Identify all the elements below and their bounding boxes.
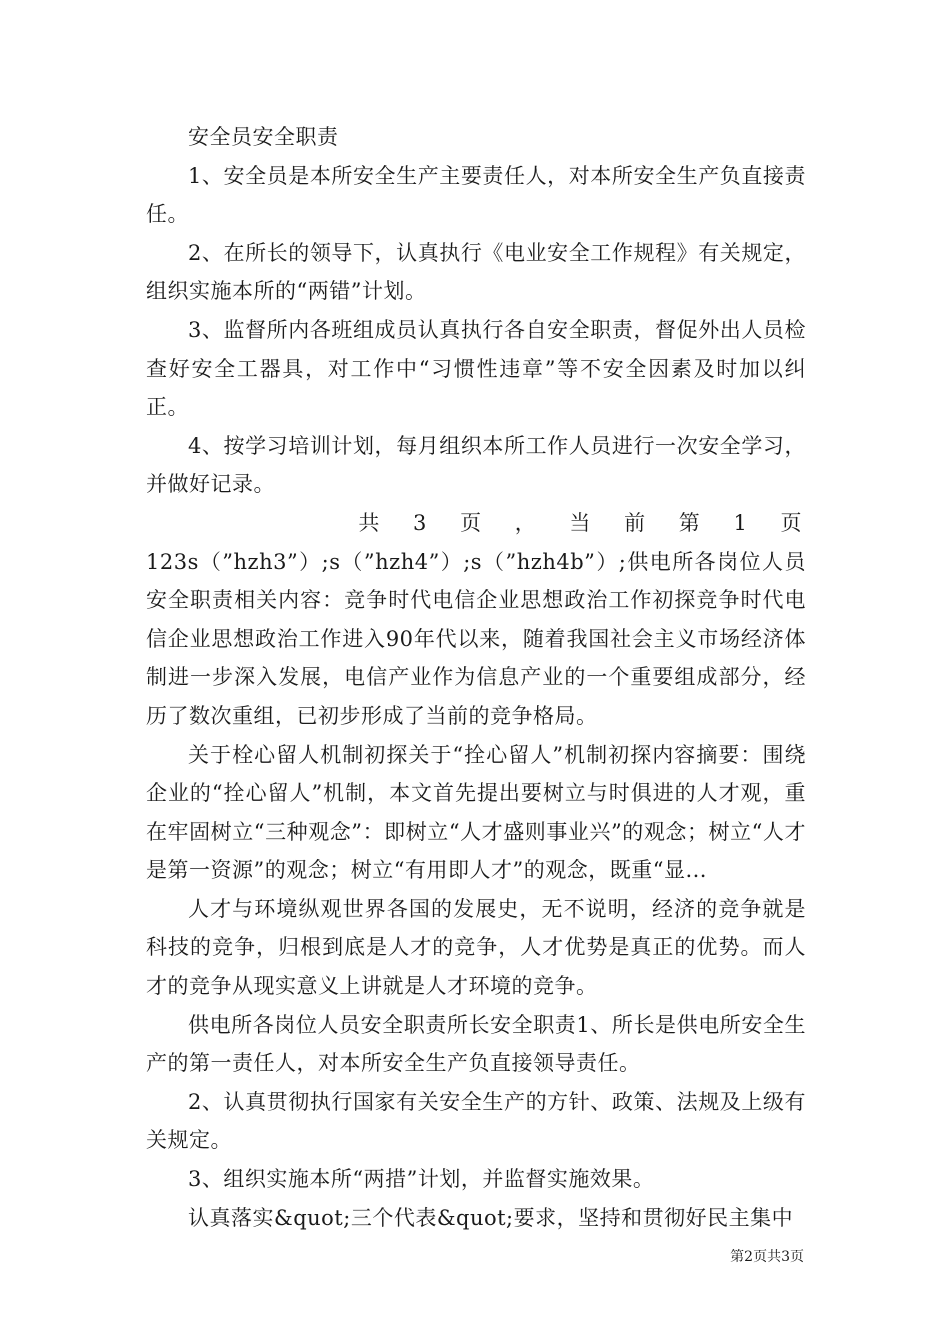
paragraph: 3、组织实施本所“两措”计划，并监督实施效果。 (188, 1167, 655, 1192)
page-footer: 第2页共3页 (730, 1249, 804, 1265)
paragraph: 认真落实&quot;三个代表&quot;要求，坚持和贯彻好民主集中 (188, 1205, 794, 1230)
page-indicator: 共 3 页 ， 当 前 第 1 页 (358, 510, 802, 535)
paragraph: 人才与环境纵观世界各国的发展史，无不说明，经济的竞争就是科技的竞争，归根到底是人才的竞争，人才优势是真正的优势。而人才的竞争从现实意义上讲就是人才环境的竞争。 (146, 896, 806, 999)
paragraph: 4、按学习培训计划，每月组织本所工作人员进行一次安全学习，并做好记录。 (146, 433, 806, 497)
paragraph: 1、安全员是本所安全生产主要责任人，对本所安全生产负直接责任。 (146, 163, 806, 227)
document-body (146, 118, 806, 1237)
paragraph: 供电所各岗位人员安全职责所长安全职责1、所长是供电所安全生产的第一责任人，对本所安全生产负直接领导责任。 (146, 1012, 806, 1076)
paragraph: 关于栓心留人机制初探关于“拴心留人”机制初探内容摘要：围绕企业的“拴心留人”机制，本文首先提出要树立与时俱进的人才观，重在牢固树立“三种观念”：即树立“人才盛则事业兴”的观念；树立“人才是第一资源”的观念；树立“有用即人才”的观念，既重“显... (146, 742, 806, 883)
raw-paragraph: 123s（”hzh3”）;s（”hzh4”）;s（”hzh4b”）;供电所各岗位人员安全职责相关内容：竞争时代电信企业思想政治工作初探竞争时代电信企业思想政治工作进入90年代以来，随着我国社会主义市场经济体制进一步深入发展，电信产业作为信息产业的一个重要组成部分，经历了数次重组，已初步形成了当前的竞争格局。 (146, 549, 806, 728)
paragraph: 3、监督所内各班组成员认真执行各自安全职责，督促外出人员检查好安全工器具，对工作中“习惯性违章”等不安全因素及时加以纠正。 (146, 317, 806, 420)
paragraph: 2、在所长的领导下，认真执行《电业安全工作规程》有关规定，组织实施本所的“两错”计划。 (146, 240, 806, 304)
paragraph: 2、认真贯彻执行国家有关安全生产的方针、政策、法规及上级有关规定。 (146, 1089, 806, 1153)
document-title: 安全员安全职责 (188, 125, 339, 149)
